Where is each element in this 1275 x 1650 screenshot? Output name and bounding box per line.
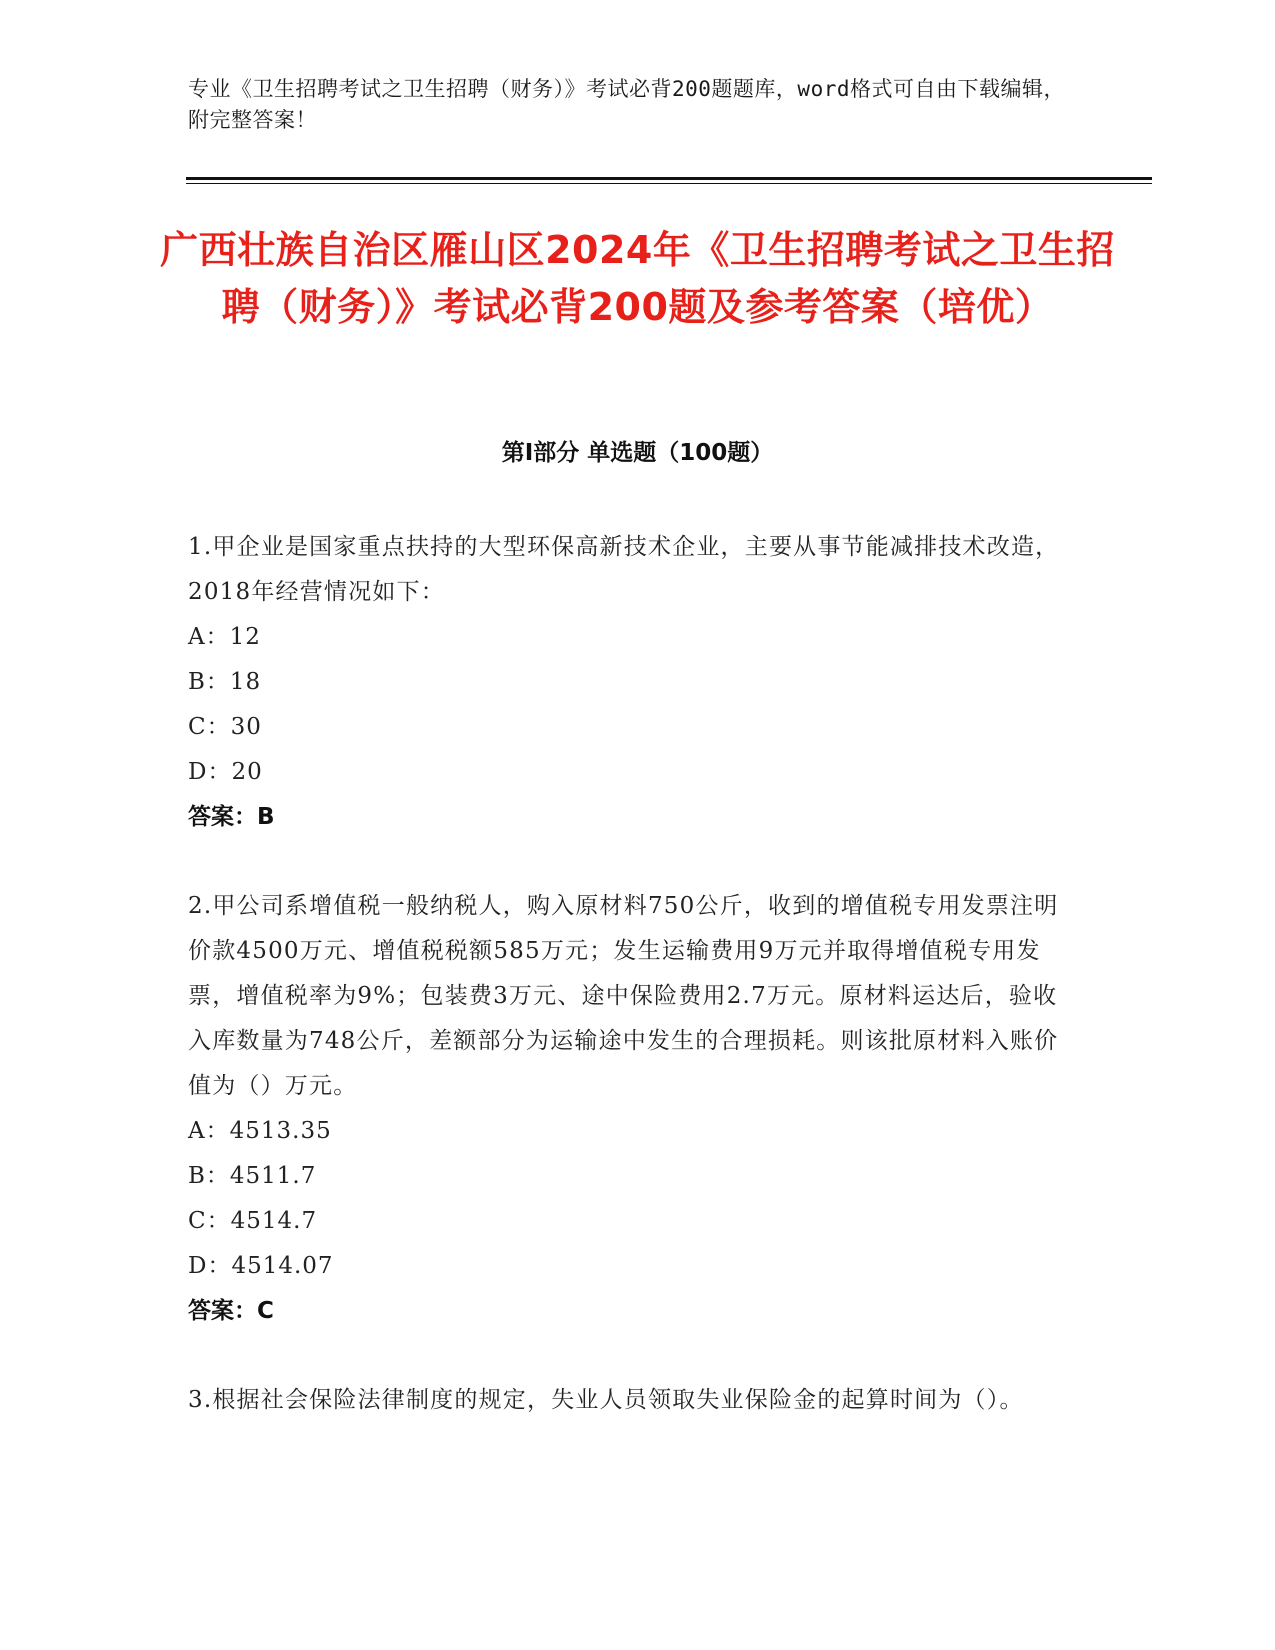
question-3 [188, 1378, 1068, 1423]
option-a: A：12 [188, 624, 261, 650]
question-list [188, 525, 1068, 1467]
option-b: B：18 [188, 669, 262, 695]
option-d: D：4514.07 [188, 1253, 334, 1279]
header-rule-thin [186, 183, 1152, 184]
header-rule-thick [186, 177, 1152, 180]
question-1 [188, 525, 1068, 840]
option-c: C：4514.7 [188, 1208, 318, 1234]
document-title: 广西壮族自治区雁山区2024年《卫生招聘考试之卫生招聘（财务）》考试必背200题及参考答案（培优） [160, 228, 1115, 329]
question-stem: 2.甲公司系增值税一般纳税人，购入原材料750公斤，收到的增值税专用发票注明价款4500万元、增值税税额585万元；发生运输费用9万元并取得增值税专用发票，增值税率为9%；包装费3万元、途中保险费用2.7万元。原材料运达后，验收入库数量为748公斤，差额部分为运输途中发生的合理损耗。则该批原材料入账价值为（）万元。 [188, 893, 1059, 1099]
question-stem: 1.甲企业是国家重点扶持的大型环保高新技术企业，主要从事节能减排技术改造，2018年经营情况如下： [188, 534, 1060, 605]
question-stem: 3.根据社会保险法律制度的规定，失业人员领取失业保险金的起算时间为（）。 [188, 1387, 1024, 1413]
header-note: 专业《卫生招聘考试之卫生招聘（财务）》考试必背200题题库，word格式可自由下载编辑，附完整答案！ [188, 77, 1065, 132]
answer-line: 答案：C [188, 1298, 274, 1324]
section-title: 第Ⅰ部分 单选题（100题） [501, 440, 774, 466]
question-2 [188, 884, 1068, 1334]
answer-line: 答案：B [188, 804, 275, 830]
option-b: B：4511.7 [188, 1163, 317, 1189]
option-c: C：30 [188, 714, 262, 740]
option-d: D：20 [188, 759, 263, 785]
option-a: A：4513.35 [188, 1118, 332, 1144]
